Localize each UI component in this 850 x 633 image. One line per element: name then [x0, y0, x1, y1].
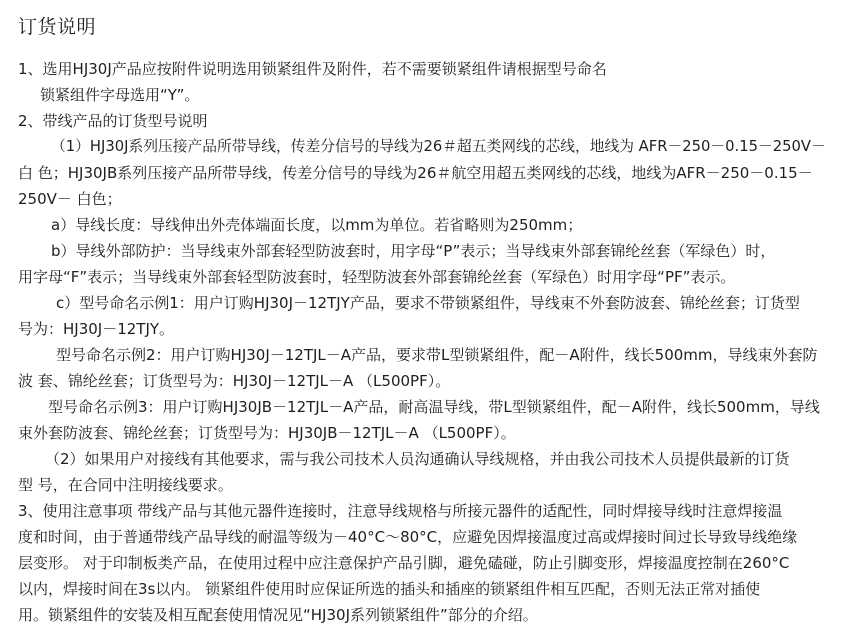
text-line-5: 白 色；HJ30JB系列压接产品所带导线，传差分信号的导线为26＃航空用超五类网线的芯线，地线为AFR－250－0.15－ — [18, 164, 813, 182]
text-line-11: 号为：HJ30J－12TJY。 — [18, 320, 175, 338]
text-line-1: 1、选用HJ30J产品应按附件说明选用锁紧组件及附件，若不需要锁紧组件请根据型号命名 — [18, 60, 607, 78]
text-line-8: b）导线外部防护：当导线束外部套轻型防波套时，用字母“P”表示；当导线束外部套锦纶丝套（军绿色）时， — [51, 242, 776, 260]
text-line-6: 250V－ 白色； — [18, 190, 122, 208]
text-line-9: 用字母“F”表示；当导线束外部套轻型防波套时，轻型防波套外部套锦纶丝套（军绿色）时用字母“PF”表示。 — [18, 268, 736, 286]
text-line-21: 以内，焊接时间在3s以内。 锁紧组件使用时应保证所选的插头和插座的锁紧组件相互匹配，否则无法正常对插使 — [18, 580, 761, 598]
text-line-10: c）型号命名示例1：用户订购HJ30J－12TJY产品，要求不带锁紧组件，导线束不外套防波套、锦纶丝套；订货型 — [56, 294, 800, 312]
page-title: 订货说明 — [18, 16, 97, 38]
text-line-12: 型号命名示例2：用户订购HJ30J－12TJL－A产品，要求带L型锁紧组件，配－A附件，线长500mm，导线束外套防 — [56, 346, 818, 364]
text-line-16: （2）如果用户对接线有其他要求，需与我公司技术人员沟通确认导线规格，并由我公司技术人员提供最新的订货 — [45, 450, 790, 468]
text-line-17: 型 号，在合同中注明接线要求。 — [18, 476, 233, 494]
text-line-13: 波 套、锦纶丝套；订货型号为：HJ30J－12TJL－A （L500PF）。 — [18, 372, 451, 390]
text-line-7: a）导线长度：导线伸出外壳体端面长度，以mm为单位。若省略则为250mm； — [51, 216, 583, 234]
text-line-19: 度和时间，由于普通带线产品导线的耐温等级为－40°C～80°C，应避免因焊接温度过高或焊接时间过长导致导线绝缘 — [18, 528, 798, 546]
text-line-15: 束外套防波套、锦纶丝套；订货型号为：HJ30JB－12TJL－A （L500PF）。 — [18, 424, 516, 442]
text-line-22: 用。锁紧组件的安装及相互配套使用情况见“HJ30J系列锁紧组件”部分的介绍。 — [18, 606, 538, 624]
text-line-20: 层变形。 对于印制板类产品，在使用过程中应注意保护产品引脚，避免磕碰，防止引脚变形，焊接温度控制在260°C — [18, 554, 790, 572]
text-line-18: 3、使用注意事项 带线产品与其他元器件连接时，注意导线规格与所接元器件的适配性，同时焊接导线时注意焊接温 — [18, 502, 783, 520]
text-line-3: 2、带线产品的订货型号说明 — [18, 112, 208, 130]
document-body — [18, 12, 838, 628]
text-line-14: 型号命名示例3：用户订购HJ30JB－12TJL－A产品，耐高温导线，带L型锁紧组件，配－A附件，线长500mm，导线 — [48, 398, 820, 416]
text-line-4: （1）HJ30J系列压接产品所带导线，传差分信号的导线为26＃超五类网线的芯线，地线为 AFR－250－0.15－250V－ — [51, 138, 826, 155]
text-line-2: 锁紧组件字母选用“Y”。 — [40, 86, 200, 104]
